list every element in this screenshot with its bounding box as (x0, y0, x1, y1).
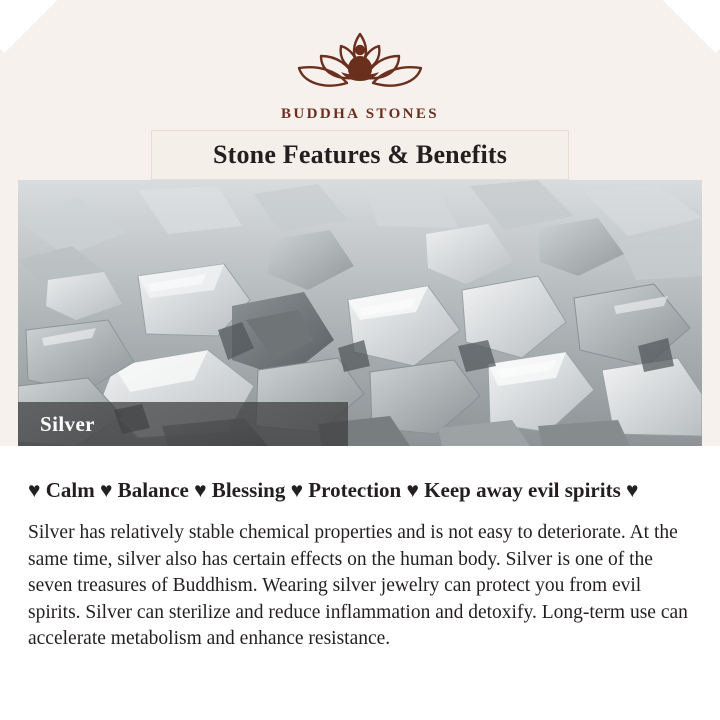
lotus-meditation-icon (0, 26, 720, 102)
page-title: Stone Features & Benefits (212, 140, 508, 169)
section-title-bar (151, 130, 569, 180)
brand-name: BUDDHA STONES (280, 106, 440, 122)
stone-name: Silver (40, 411, 95, 436)
brand-logo (0, 26, 720, 123)
stone-keywords: ♥ Calm ♥ Balance ♥ Blessing ♥ Protection ♥ Keep away evil spirits ♥ (28, 478, 639, 502)
stone-description: Silver has relatively stable chemical properties and is not easy to deteriorate. At the same time, silver also has certain effects on the human body. Silver is one of the seven treasures of Buddhism. Wearing silver jewelry can protect you from evil spirits. Silver can sterilize and reduce inflammation and detoxify. Long-term use can accelerate metabolism and enhance resistance. (28, 522, 688, 649)
stone-name-tag (18, 402, 348, 446)
